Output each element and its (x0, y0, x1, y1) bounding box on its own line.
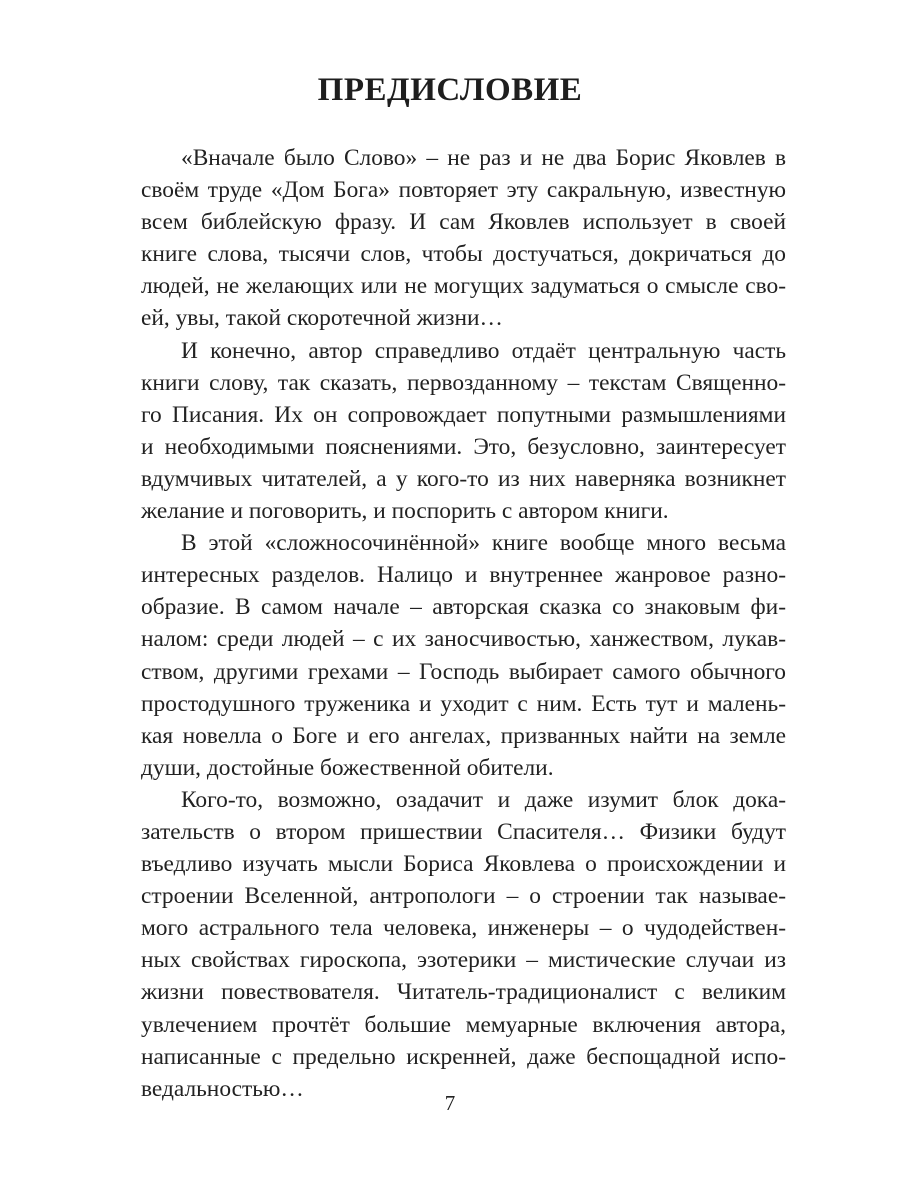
text-line: ведальностью… (141, 1075, 304, 1102)
text-line: книге слова, тысячи слов, чтобы достучаться, докричаться до (141, 241, 786, 268)
text-line: всем библейскую фразу. И сам Яковлев использует в своей (141, 209, 786, 236)
text-line: мого астрального тела человека, инженеры – о чудодействен- (141, 915, 786, 942)
paragraph-1 (141, 142, 786, 335)
text-line: налом: среди людей – с их заносчивостью, ханжеством, лукав- (141, 626, 786, 653)
text-line: ством, другими грехами – Господь выбирает самого обычного (141, 658, 786, 685)
text-line: и необходимыми пояснениями. Это, безусловно, заинтересует (141, 433, 786, 460)
text-line: написанные с предельно искренней, даже беспощадной испо- (141, 1043, 786, 1070)
body-text (141, 142, 786, 1105)
text-line: вдумчивых читателей, а у кого-то из них наверняка возникнет (141, 465, 786, 492)
text-line: Кого-то, возможно, озадачит и даже изумит блок дока- (181, 786, 786, 813)
text-line: образие. В самом начале – авторская сказка со знаковым фи- (141, 594, 786, 621)
text-line: простодушного труженика и уходит с ним. Есть тут и малень- (141, 690, 786, 717)
text-line: го Писания. Их он сопровождает попутными размышлениями (141, 401, 786, 428)
text-line: въедливо изучать мысли Бориса Яковлева о происхождении и (141, 851, 786, 878)
text-line: В этой «сложносочинённой» книге вообще много весьма (181, 530, 786, 557)
text-line: души, достойные божественной обители. (141, 754, 554, 781)
text-line: ных свойствах гироскопа, эзотерики – мистические случаи из (141, 947, 786, 974)
page-number: 7 (444, 1091, 456, 1115)
text-line: людей, не желающих или не могущих задуматься о смысле сво- (141, 273, 786, 300)
text-line: своём труде «Дом Бога» повторяет эту сакральную, известную (141, 177, 786, 204)
text-line: кая новелла о Боге и его ангелах, призванных найти на земле (141, 722, 786, 749)
paragraph-3 (141, 527, 786, 784)
text-line: строении Вселенной, антропологи – о строении так называе- (141, 883, 786, 910)
text-line: книги слову, так сказать, первозданному – текстам Священно- (141, 369, 786, 396)
text-line: интересных разделов. Налицо и внутреннее жанровое разно- (141, 562, 786, 589)
text-line: зательств о втором пришествии Спасителя… Физики будут (141, 818, 786, 845)
paragraph-2 (141, 335, 786, 528)
text-line: увлечением прочтёт большие мемуарные включения автора, (141, 1011, 786, 1038)
text-line: жизни повествователя. Читатель-традиционалист с великим (141, 979, 786, 1006)
text-line: «Вначале было Слово» – не раз и не два Борис Яковлев в (181, 145, 786, 171)
page-title: ПРЕДИСЛОВИЕ (317, 72, 583, 108)
paragraph-4 (141, 784, 786, 1105)
text-line: ей, увы, такой скоротечной жизни… (141, 305, 503, 332)
text-line: И конечно, автор справедливо отдаёт центральную часть (181, 337, 786, 364)
text-line: желание и поговорить, и поспорить с автором книги. (141, 498, 669, 525)
